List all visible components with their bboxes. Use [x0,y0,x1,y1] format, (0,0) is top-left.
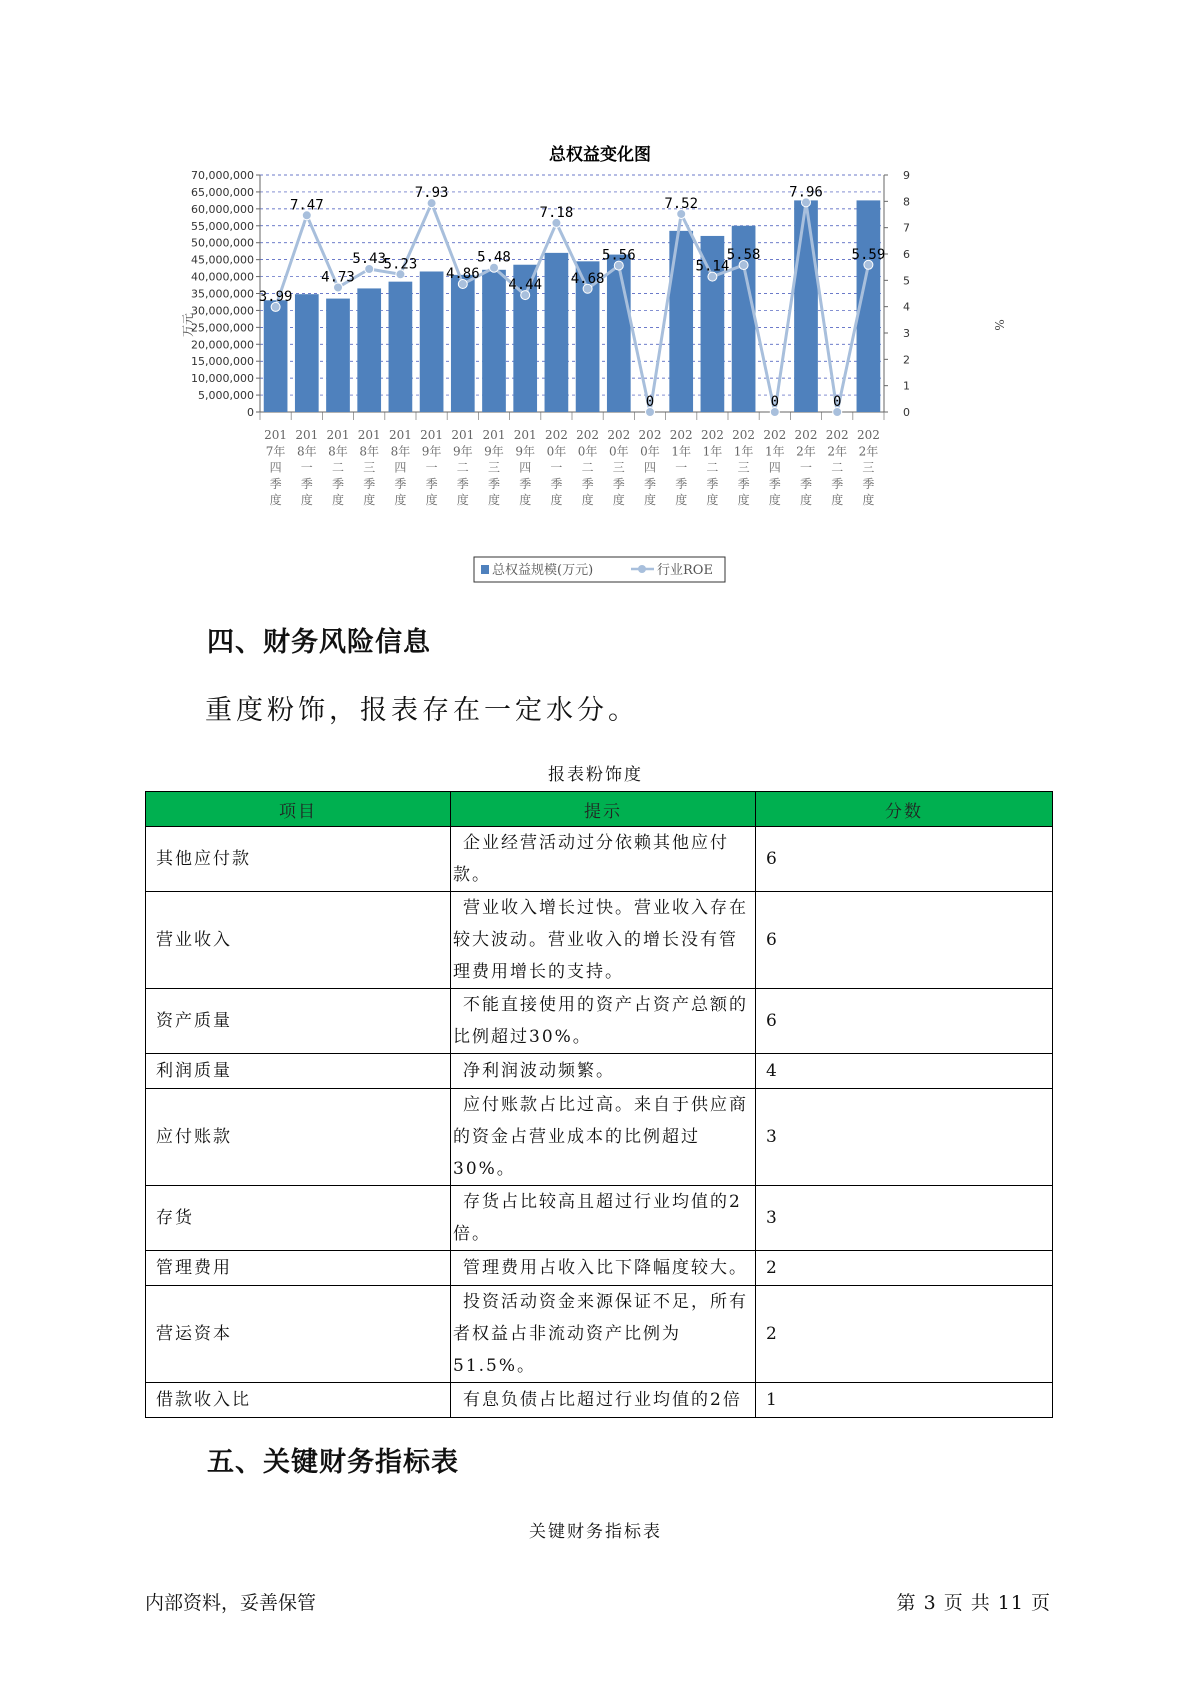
section-heading-key-indicators: 五、关键财务指标表 [207,1447,459,1478]
x-category-label: 四 [519,460,532,475]
y-right-tick-label: 2 [903,353,910,367]
row-score: 2 [756,1251,1053,1286]
x-category-label: 一 [799,460,813,475]
x-category-label: 三 [487,460,501,475]
x-category-label: 度 [831,493,844,508]
x-category-label: 二 [331,460,345,475]
row-hint: 管理费用占收入比下降幅度较大。 [451,1251,756,1286]
x-category-label: 度 [612,493,625,508]
x-category-label: 度 [768,493,781,508]
roe-data-label: 7.96 [789,184,823,201]
window-dressing-table [145,791,1053,1418]
x-category-label: 度 [737,493,750,508]
x-category-label: 四 [394,460,407,475]
y-left-axis-title: 万元 [181,312,195,338]
roe-data-label: 0 [770,394,780,410]
table-row [146,1186,1053,1251]
y-left-tick-label: 0 [247,406,254,419]
x-category-label: 1年 [733,444,754,459]
x-category-label: 202 [794,428,818,442]
equity-bar [451,275,475,412]
x-category-label: 8年 [296,444,317,459]
table-row [146,989,1053,1054]
y-left-tick-label: 70,000,000 [191,169,254,182]
roe-data-label: 3.99 [258,288,293,305]
x-category-label: 9年 [484,444,504,459]
y-right-tick-label: 8 [903,195,910,209]
table-caption: 报表粉饰度 [548,765,643,785]
x-category-label: 季 [300,476,313,491]
x-category-label: 季 [456,476,469,491]
x-category-label: 季 [331,476,345,491]
x-category-label: 度 [269,493,282,508]
x-category-label: 四 [643,460,657,475]
chart-legend [474,557,725,582]
table-row [146,1286,1053,1383]
x-category-label: 201 [264,428,288,442]
x-category-label: 201 [326,428,350,442]
x-category-label: 1年 [764,444,785,459]
x-category-label: 季 [799,476,813,491]
equity-bar [482,270,506,412]
y-right-tick-label: 6 [903,248,910,261]
x-category-label: 202 [763,428,787,442]
y-right-tick-label: 5 [903,274,910,288]
row-hint: 企业经营活动过分依赖其他应付款。 [451,827,756,892]
y-left-tick-label: 45,000,000 [191,253,254,267]
x-category-label: 201 [420,428,444,442]
table-row [146,892,1053,989]
x-category-label: 四 [269,460,282,475]
row-hint: 存货占比较高且超过行业均值的2倍。 [451,1186,756,1251]
equity-bar [420,271,444,412]
x-category-label: 202 [544,428,568,442]
row-hint: 不能直接使用的资产占资产总额的比例超过30%。 [451,989,756,1054]
risk-summary: 重度粉饰，报表存在一定水分。 [205,695,639,726]
header-hint: 提示 [451,792,756,827]
x-category-label: 度 [550,493,563,508]
x-category-label: 度 [331,493,345,508]
roe-data-label: 7.93 [414,185,449,202]
plot-area [191,169,910,507]
row-item: 应付账款 [146,1089,451,1186]
roe-data-label: 4.86 [445,266,480,283]
x-category-label: 9年 [452,444,473,459]
x-category-label: 度 [363,493,376,508]
y-left-tick-label: 20,000,000 [191,338,254,352]
equity-bar [264,300,288,412]
x-category-label: 1年 [702,444,723,459]
equity-bar [295,294,319,412]
x-category-label: 度 [425,493,438,508]
row-score: 6 [756,827,1053,892]
y-right-tick-label: 9 [903,169,910,182]
x-category-label: 季 [612,476,625,491]
x-category-label: 9年 [515,444,536,459]
legend-label-roe: 行业ROE [657,563,713,578]
y-left-tick-label: 40,000,000 [191,270,254,284]
x-category-label: 201 [451,428,475,442]
x-category-label: 度 [487,493,501,508]
x-category-label: 201 [388,428,412,442]
equity-bar [794,200,818,412]
row-score: 1 [756,1383,1053,1418]
x-category-label: 三 [363,460,376,475]
x-category-label: 202 [825,428,849,442]
roe-data-label: 5.48 [477,249,511,266]
x-category-label: 202 [669,428,693,442]
x-category-label: 度 [581,493,594,508]
x-category-label: 季 [550,476,563,491]
x-category-label: 度 [706,493,719,508]
roe-data-label: 5.14 [695,258,730,275]
x-category-label: 一 [300,460,313,475]
roe-data-label: 5.43 [352,251,387,268]
header-item: 项目 [146,792,451,827]
roe-data-label: 0 [645,394,655,410]
y-left-tick-label: 65,000,000 [191,185,254,199]
roe-data-label: 7.47 [289,197,324,214]
x-category-label: 季 [768,476,781,491]
x-category-label: 度 [643,493,657,508]
y-right-tick-label: 7 [903,221,910,235]
x-category-label: 201 [357,428,381,442]
table-row [146,1383,1053,1418]
row-item: 借款收入比 [146,1383,451,1418]
x-category-label: 三 [862,460,875,475]
roe-data-label: 5.23 [383,256,418,273]
footer-confidential-note: 内部资料，妥善保管 [145,1592,317,1614]
table-header-row [146,792,1053,827]
section-heading-risk: 四、财务风险信息 [207,627,431,658]
x-category-label: 0年 [546,444,567,459]
legend-label-equity: 总权益规模(万元) [492,563,594,578]
x-category-label: 度 [799,493,813,508]
x-category-label: 二 [831,460,844,475]
roe-data-label: 5.58 [726,247,761,264]
row-hint: 投资活动资金来源保证不足，所有者权益占非流动资产比例为51.5%。 [451,1286,756,1383]
x-category-label: 9年 [421,444,442,459]
x-category-label: 季 [737,476,750,491]
x-category-label: 一 [425,460,438,475]
row-item: 利润质量 [146,1054,451,1089]
x-category-label: 7年 [265,444,286,459]
header-score: 分数 [756,792,1053,827]
x-category-label: 201 [295,428,319,442]
row-score: 6 [756,989,1053,1054]
x-category-label: 季 [581,476,594,491]
x-category-label: 季 [862,476,875,491]
equity-change-chart [170,135,1006,590]
x-category-label: 季 [643,476,657,491]
x-category-label: 202 [607,428,631,442]
x-category-label: 二 [456,460,469,475]
y-left-tick-label: 55,000,000 [191,219,254,233]
footer-page-number: 第 3 页 共 11 页 [896,1592,1051,1614]
y-right-axis-title: % [992,319,1006,331]
x-category-label: 度 [862,493,875,508]
y-left-tick-label: 25,000,000 [191,321,254,335]
y-left-tick-label: 60,000,000 [191,202,254,216]
y-left-tick-label: 35,000,000 [191,287,254,301]
row-item: 资产质量 [146,989,451,1054]
x-category-label: 季 [487,476,501,491]
table-row [146,1089,1053,1186]
roe-data-label: 7.18 [539,204,574,221]
table-row [146,1251,1053,1286]
x-category-label: 二 [581,460,594,475]
x-category-label: 四 [768,460,781,475]
x-category-label: 度 [300,493,313,508]
x-category-label: 季 [675,476,688,491]
row-item: 其他应付款 [146,827,451,892]
x-category-label: 季 [519,476,532,491]
y-right-tick-label: 3 [903,327,910,340]
x-category-label: 1年 [671,444,692,459]
x-category-label: 季 [269,476,282,491]
roe-data-label: 0 [832,394,842,410]
y-left-tick-label: 50,000,000 [191,236,254,250]
equity-bar [389,282,413,412]
x-category-label: 8年 [390,444,411,459]
row-hint: 应付账款占比过高。来自于供应商的资金占营业成本的比例超过30%。 [451,1089,756,1186]
row-score: 3 [756,1186,1053,1251]
x-category-label: 202 [576,428,600,442]
y-left-tick-label: 15,000,000 [191,355,254,369]
y-right-tick-label: 1 [903,379,910,393]
x-category-label: 季 [831,476,844,491]
x-category-label: 三 [737,460,750,475]
y-left-tick-label: 30,000,000 [191,304,254,318]
equity-bar [326,299,350,412]
x-category-label: 2年 [827,444,848,459]
roe-data-label: 5.59 [851,246,886,263]
legend-swatch-roe-marker [638,565,646,573]
row-hint: 净利润波动频繁。 [451,1054,756,1089]
x-category-label: 201 [482,428,506,442]
equity-bar [545,253,569,412]
x-category-label: 度 [394,493,407,508]
row-item: 营运资本 [146,1286,451,1383]
x-category-label: 202 [638,428,662,442]
x-category-label: 2年 [858,444,879,459]
x-category-label: 度 [675,493,688,508]
y-right-tick-label: 4 [903,300,910,314]
chart-title: 总权益变化图 [549,145,651,165]
x-category-label: 202 [700,428,724,442]
x-category-label: 一 [675,460,688,475]
row-score: 3 [756,1089,1053,1186]
roe-data-label: 4.44 [508,277,543,294]
y-left-tick-label: 5,000,000 [198,389,254,403]
x-category-label: 一 [550,460,563,475]
key-indicators-caption: 关键财务指标表 [529,1522,662,1542]
x-category-label: 度 [519,493,532,508]
row-score: 6 [756,892,1053,989]
x-category-label: 季 [394,476,407,491]
roe-data-label: 5.56 [601,247,636,264]
row-hint: 有息负债占比超过行业均值的2倍 [451,1383,756,1418]
equity-bar [357,288,381,412]
roe-data-label: 7.52 [664,195,699,212]
roe-data-label: 4.68 [570,270,605,287]
x-category-label: 202 [856,428,880,442]
row-score: 4 [756,1054,1053,1089]
x-category-label: 季 [425,476,438,491]
row-item: 存货 [146,1186,451,1251]
row-item: 管理费用 [146,1251,451,1286]
x-category-label: 0年 [577,444,598,459]
x-category-label: 0年 [608,444,629,459]
x-category-label: 三 [612,460,625,475]
y-left-tick-label: 10,000,000 [191,372,254,386]
x-category-label: 季 [706,476,719,491]
x-category-label: 8年 [328,444,348,459]
table-row [146,827,1053,892]
x-category-label: 202 [732,428,756,442]
x-category-label: 季 [363,476,376,491]
x-category-label: 二 [706,460,719,475]
row-hint: 营业收入增长过快。营业收入存在较大波动。营业收入的增长没有管理费用增长的支持。 [451,892,756,989]
x-category-label: 8年 [359,444,380,459]
x-category-label: 201 [513,428,537,442]
table-row [146,1054,1053,1089]
y-right-tick-label: 0 [903,406,910,419]
equity-bar [607,255,631,412]
row-item: 营业收入 [146,892,451,989]
x-category-label: 度 [456,493,469,508]
x-category-label: 0年 [640,444,660,459]
roe-data-label: 4.73 [321,269,355,286]
x-category-label: 2年 [796,444,816,459]
legend-swatch-equity [481,565,489,574]
row-score: 2 [756,1286,1053,1383]
